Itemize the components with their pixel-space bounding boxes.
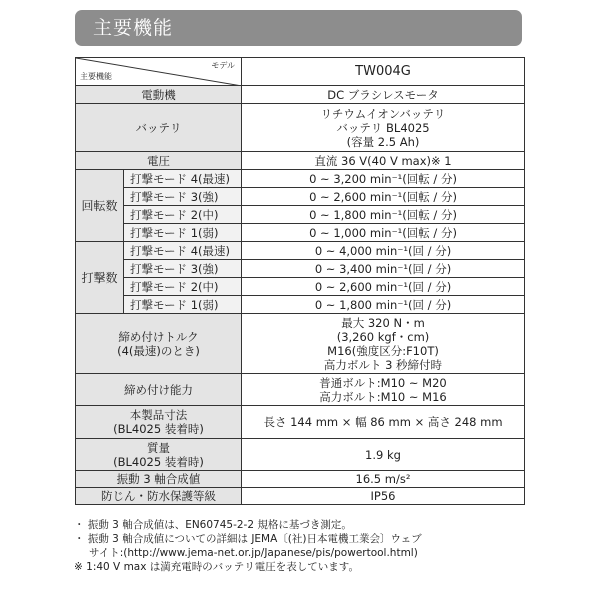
table-row	[76, 206, 525, 224]
weight-value: 1.9 kg	[242, 439, 525, 471]
voltage-value: 直流 36 V(40 V max)※ 1	[242, 152, 525, 170]
mode-value: 0 ~ 3,400 min⁻¹(回 / 分)	[242, 260, 525, 278]
mode-value: 0 ~ 1,000 min⁻¹(回転 / 分)	[242, 224, 525, 242]
section-header	[75, 10, 522, 46]
table-row	[76, 152, 525, 170]
torque-value	[242, 314, 525, 374]
footnote: ※ 1:40 V max は満充電時のバッテリ電圧を表しています。	[74, 561, 359, 573]
corner-model-label: モデル	[211, 61, 235, 70]
table-row	[76, 406, 525, 439]
mode-value: 0 ~ 1,800 min⁻¹(回転 / 分)	[242, 206, 525, 224]
dust-value: IP56	[242, 488, 525, 505]
torque-value-line: (3,260 kgf・cm)	[336, 329, 430, 344]
footnotes	[74, 518, 544, 574]
motor-label: 電動機	[76, 86, 242, 104]
mode-label: 打撃モード 2(中)	[124, 278, 242, 296]
battery-value-line: (容量 2.5 Ah)	[346, 134, 420, 149]
size-value: 長さ 144 mm × 幅 86 mm × 高さ 248 mm	[242, 406, 525, 439]
mode-label: 打撃モード 3(強)	[124, 260, 242, 278]
torque-value-line: M16(強度区分:F10T)	[327, 343, 439, 358]
spec-table	[75, 57, 525, 505]
torque-value-line: 高力ボルト 3 秒締付時	[323, 357, 443, 372]
table-row	[76, 260, 525, 278]
vibration-label: 振動 3 軸合成値	[76, 471, 242, 488]
vibration-value: 16.5 m/s²	[242, 471, 525, 488]
motor-value: DC ブラシレスモータ	[242, 86, 525, 104]
footnote: ・ 振動 3 軸合成値についての詳細は JEMA〔(社)日本電機工業会〕ウェブ	[74, 533, 422, 545]
section-title: 主要機能	[93, 17, 174, 39]
mode-value: 0 ~ 2,600 min⁻¹(回 / 分)	[242, 278, 525, 296]
weight-label-line: 質量	[147, 440, 170, 455]
mode-value: 0 ~ 3,200 min⁻¹(回転 / 分)	[242, 170, 525, 188]
table-row	[76, 374, 525, 406]
capacity-value-line: 普通ボルト:M10 ~ M20	[319, 375, 447, 390]
table-row	[76, 104, 525, 152]
table-row	[76, 224, 525, 242]
mode-value: 0 ~ 1,800 min⁻¹(回 / 分)	[242, 296, 525, 314]
torque-value-line: 最大 320 N・m	[341, 315, 425, 330]
battery-value	[242, 104, 525, 152]
size-label-line: 本製品寸法	[129, 408, 188, 422]
battery-value-line: バッテリ BL4025	[336, 120, 430, 135]
capacity-label: 締め付け能力	[76, 374, 242, 406]
mode-value: 0 ~ 4,000 min⁻¹(回 / 分)	[242, 242, 525, 260]
table-row	[76, 314, 525, 374]
mode-label: 打撃モード 1(弱)	[124, 224, 242, 242]
capacity-value	[242, 374, 525, 406]
table-row	[76, 170, 525, 188]
table-header-row	[76, 58, 525, 86]
mode-label: 打撃モード 3(強)	[124, 188, 242, 206]
table-row	[76, 188, 525, 206]
corner-function-label: 主要機能	[80, 72, 112, 81]
torque-label-line: 締め付けトルク	[118, 329, 199, 344]
mode-value: 0 ~ 2,600 min⁻¹(回転 / 分)	[242, 188, 525, 206]
table-row	[76, 488, 525, 505]
footnote: ・ 振動 3 軸合成値は、EN60745-2-2 規格に基づき測定。	[74, 519, 352, 531]
table-row	[76, 278, 525, 296]
torque-label	[76, 314, 242, 374]
voltage-label: 電圧	[76, 152, 242, 170]
capacity-value-line: 高力ボルト:M10 ~ M16	[319, 389, 447, 404]
model-name: TW004G	[242, 58, 525, 86]
impact-group-label: 打撃数	[76, 242, 124, 314]
corner-cell	[76, 58, 242, 86]
table-row	[76, 296, 525, 314]
footnote-continuation: サイト:(http://www.jema-net.or.jp/Japanese/pis/powertool.html)	[89, 547, 418, 559]
weight-label-line: (BL4025 装着時)	[113, 454, 204, 469]
rotation-group-label: 回転数	[76, 170, 124, 242]
dust-label: 防じん・防水保護等級	[76, 488, 242, 505]
table-row	[76, 86, 525, 104]
table-row	[76, 471, 525, 488]
mode-label: 打撃モード 4(最速)	[124, 242, 242, 260]
battery-label: バッテリ	[76, 104, 242, 152]
weight-label	[76, 439, 242, 471]
torque-label-line: (4(最速)のとき)	[117, 343, 200, 358]
mode-label: 打撃モード 1(弱)	[124, 296, 242, 314]
table-row	[76, 439, 525, 471]
mode-label: 打撃モード 2(中)	[124, 206, 242, 224]
size-label	[76, 406, 242, 439]
battery-value-line: リチウムイオンバッテリ	[320, 106, 446, 121]
table-row	[76, 242, 525, 260]
mode-label: 打撃モード 4(最速)	[124, 170, 242, 188]
size-label-line: (BL4025 装着時)	[113, 422, 204, 436]
